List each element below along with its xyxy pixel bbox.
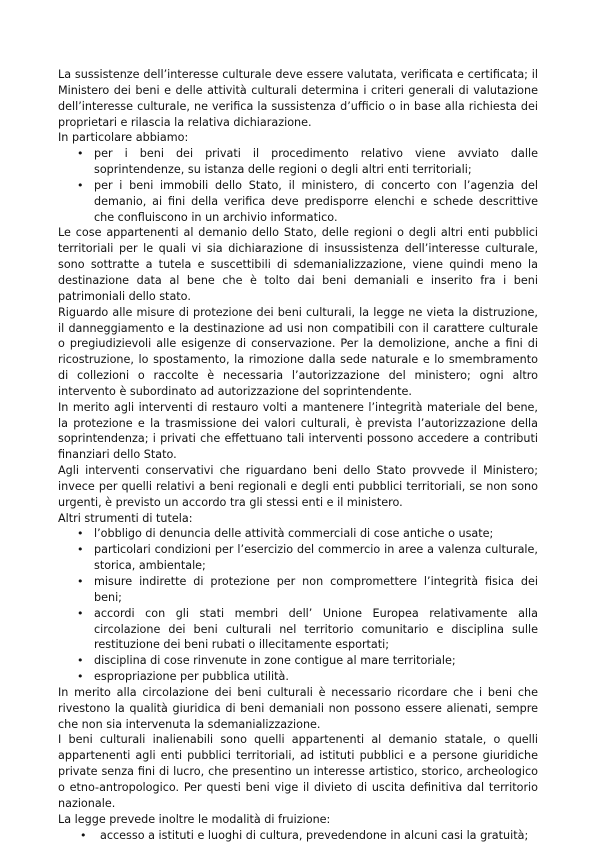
bullet-icon: •	[77, 669, 84, 685]
bullet-list	[58, 526, 538, 684]
paragraph: Le cose appartenenti al demanio dello Stato, delle regioni o degli altri enti pubblici territoriali per le quali vi sia dichiarazione di insussistenza dell’interesse culturale, sono sottratte a tutela e suscettibili di sdemanializzazione, viene quindi meno la destinazione data al bene che è tolto dai beni demaniali e inserito fra i beni patrimoniali dello stato.	[58, 225, 538, 304]
list-item	[58, 542, 538, 574]
list-item-text: espropriazione per pubblica utilità.	[94, 670, 289, 683]
list-item	[58, 606, 538, 654]
paragraph: Riguardo alle misure di protezione dei beni culturali, la legge ne vieta la distruzione, il danneggiamento e la destinazione ad usi non compatibili con il carattere culturale o pregiudizievoli alle esigenze di conservazione. Per la demolizione, anche a fini di ricostruzione, lo spostamento, la rimozione dalla sede naturale e lo smembramento di collezioni o raccolte è necessaria l’autorizzazione del ministero; ogni altro intervento è subordinato ad autorizzazione del soprintendente.	[58, 305, 538, 400]
list-item	[58, 178, 538, 226]
paragraph: La legge prevede inoltre le modalità di fruizione:	[58, 812, 538, 828]
list-item	[58, 653, 538, 669]
list-item	[58, 669, 538, 685]
list-item-text: per i beni immobili dello Stato, il ministero, di concerto con l’agenzia del demanio, ai fini della verifica deve predisporre elenchi e schede descrittive che confluiscono in un archivio informatico.	[94, 179, 538, 224]
paragraph: In merito alla circolazione dei beni culturali è necessario ricordare che i beni che rivestono la qualità giuridica di beni demaniali non possono essere alienati, sempre che non sia intervenuta la sdemanializzazione.	[58, 685, 538, 733]
bullet-list	[58, 146, 538, 225]
list-item-text: disciplina di cose rinvenute in zone contigue al mare territoriale;	[94, 654, 456, 667]
list-item	[58, 526, 538, 542]
list-item-text: particolari condizioni per l’esercizio del commercio in aree a valenza culturale, storica, ambientale;	[94, 543, 538, 572]
bullet-icon: •	[77, 178, 84, 194]
paragraph: In particolare abbiamo:	[58, 130, 538, 146]
paragraph: Agli interventi conservativi che riguardano beni dello Stato provvede il Ministero; invece per quelli relativi a beni regionali e degli enti pubblici territoriali, se non sono urgenti, è previsto un accordo tra gli stessi enti e il ministero.	[58, 463, 538, 511]
paragraph: In merito agli interventi di restauro volti a mantenere l’integrità materiale del bene, la protezione e la trasmissione dei valori culturali, è prevista l’autorizzazione della soprintendenza; i privati che effettuano tali interventi possono accedere a contributi finanziari dello Stato.	[58, 400, 538, 463]
paragraph: Altri strumenti di tutela:	[58, 511, 538, 527]
list-item	[58, 146, 538, 178]
bullet-icon: •	[77, 606, 84, 622]
bullet-icon: •	[77, 526, 84, 542]
paragraph: I beni culturali inalienabili sono quelli appartenenti al demanio statale, o quelli appartenenti agli enti pubblici territoriali, ad istituti pubblici e a persone giuridiche private senza fini di lucro, che presentino un interesse artistico, storico, archeologico o etno-antropologico. Per questi beni vige il divieto di uscita definitiva dal territorio nazionale.	[58, 732, 538, 811]
list-item-text: per i beni dei privati il procedimento relativo viene avviato dalle soprintendenze, su istanza delle regioni o degli altri enti territoriali;	[94, 147, 538, 176]
list-item-text: l’obbligo di denuncia delle attività commerciali di cose antiche o usate;	[94, 527, 493, 540]
paragraph: La sussistenze dell’interesse culturale deve essere valutata, verificata e certificata; il Ministero dei beni e delle attività culturali determina i criteri generali di valutazione dell’interesse culturale, ne verifica la sussistenza d’ufficio o in base alla richiesta dei proprietari e rilascia la relativa dichiarazione.	[58, 67, 538, 130]
bullet-icon: •	[77, 653, 84, 669]
list-item	[58, 574, 538, 606]
bullet-list	[58, 828, 538, 843]
list-item	[58, 828, 538, 843]
list-item-text: misure indirette di protezione per non compromettere l’integrità fisica dei beni;	[94, 575, 538, 604]
list-item-text: accordi con gli stati membri dell’ Unione Europea relativamente alla circolazione dei beni culturali nel territorio comunitario e disciplina sulle restituzione dei beni rubati o illecitamente esportati;	[94, 607, 538, 652]
bullet-icon: •	[77, 146, 84, 162]
bullet-icon: •	[77, 574, 84, 590]
bullet-icon: •	[77, 542, 84, 558]
bullet-icon: •	[80, 828, 87, 843]
list-item-text: accesso a istituti e luoghi di cultura, prevedendone in alcuni casi la gratuità;	[100, 829, 528, 842]
